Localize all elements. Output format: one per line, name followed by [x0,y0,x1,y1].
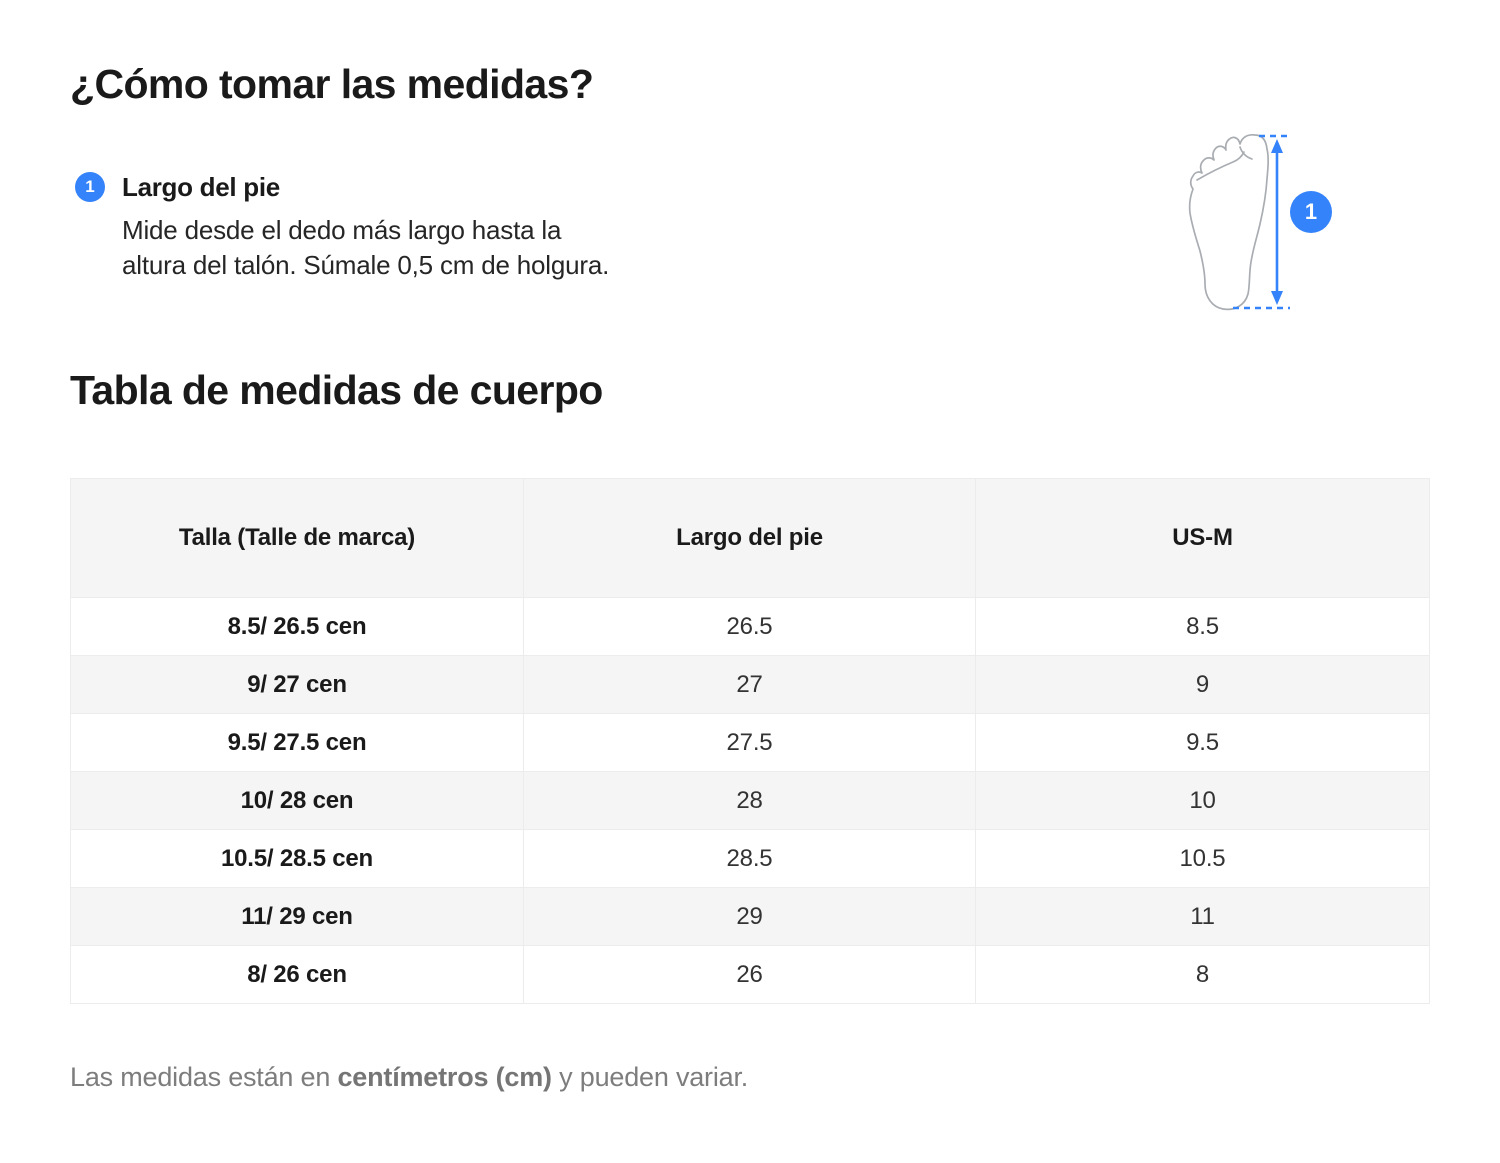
column-header-largo: Largo del pie [524,479,976,597]
step-description [122,213,609,283]
table-header-row [71,479,1429,597]
foot-outline [1190,135,1269,310]
arrow-head-up [1271,139,1283,153]
note-suffix: y pueden variar. [551,1062,749,1092]
table-row [71,887,1429,945]
cell-largo: 26 [524,946,976,1003]
cell-largo: 26.5 [524,598,976,655]
cell-usm: 10 [1189,786,1216,814]
step-title: Largo del pie [122,171,280,202]
cell-talla: 10.5/ 28.5 cen [71,830,524,887]
cell-usm: 9 [1195,670,1210,698]
size-table [70,478,1430,1004]
cell-usm: 9.5 [1186,728,1219,756]
cell-largo: 27.5 [524,714,976,771]
cell-talla: 8/ 26 cen [71,946,524,1003]
note-unit: centímetros (cm) [337,1062,552,1092]
big-toe-crease-line [1240,147,1252,159]
cell-usm: 11 [1190,902,1215,930]
cell-largo: 27 [524,656,976,713]
cell-usm: 8 [1195,960,1210,988]
cell-talla: 10/ 28 cen [71,772,524,829]
step-description-line2: altura del talón. Súmale 0,5 cm de holgura. [122,250,610,280]
measurements-note [70,1060,748,1095]
table-row [71,945,1429,1003]
cell-largo: 28 [524,772,976,829]
table-row [71,829,1429,887]
note-prefix: Las medidas están en [70,1062,338,1092]
cell-talla: 8.5/ 26.5 cen [71,598,524,655]
toe-crease-line [1197,152,1244,180]
column-header-talla: Talla (Talle de marca) [71,479,524,597]
column-header-usm: US-M [1172,524,1233,551]
table-row [71,597,1429,655]
page-title: ¿Cómo tomar las medidas? [70,61,594,107]
cell-talla: 11/ 29 cen [71,888,524,945]
cell-largo: 28.5 [524,830,976,887]
step-number-badge: 1 [75,172,105,202]
diagram-number-badge: 1 [1290,191,1332,233]
cell-largo: 29 [524,888,976,945]
table-row [71,713,1429,771]
cell-talla: 9.5/ 27.5 cen [71,714,524,771]
table-row [71,771,1429,829]
step-description-line1: Mide desde el dedo más largo hasta la [122,215,562,245]
cell-usm: 10.5 [1179,844,1226,872]
table-row [71,655,1429,713]
cell-talla: 9/ 27 cen [71,656,524,713]
foot-length-diagram [1185,123,1350,325]
arrow-head-down [1271,291,1283,305]
table-title: Tabla de medidas de cuerpo [70,367,603,413]
cell-usm: 8.5 [1186,612,1219,640]
